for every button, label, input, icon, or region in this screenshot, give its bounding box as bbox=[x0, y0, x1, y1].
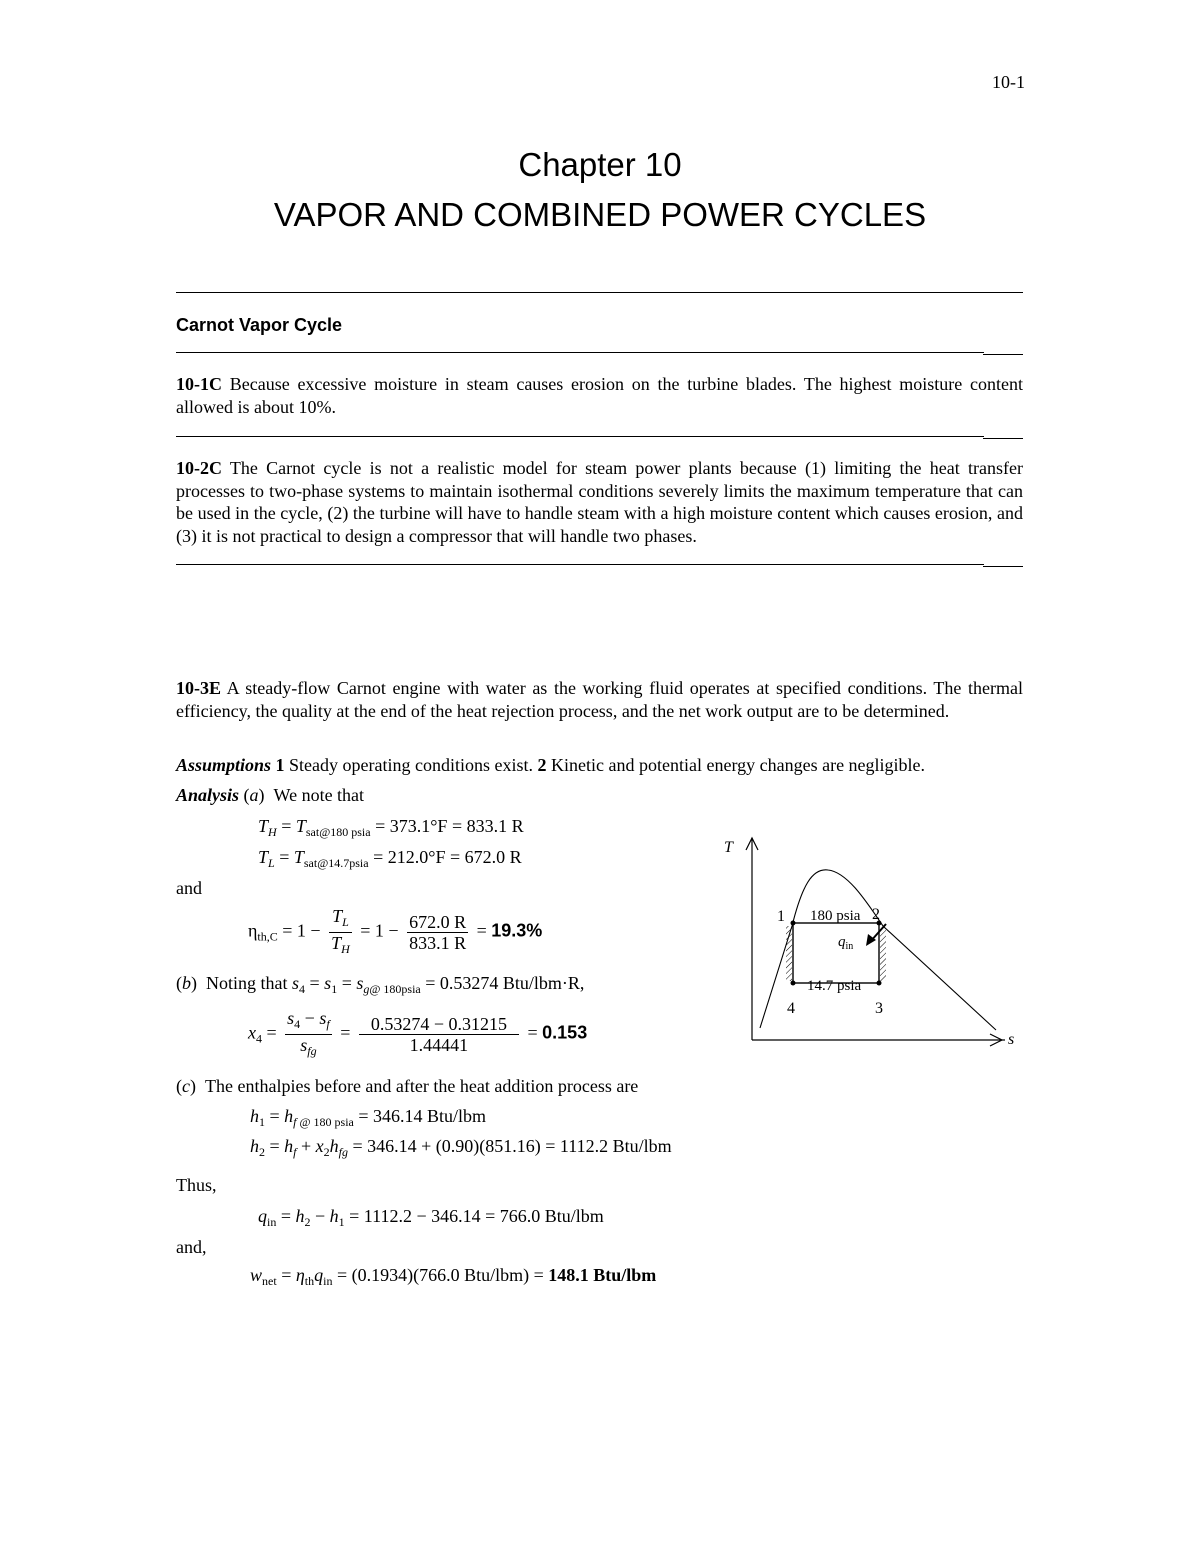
hatch-right bbox=[880, 926, 886, 981]
state-label-2: 2 bbox=[872, 906, 880, 923]
divider bbox=[983, 354, 1023, 355]
state-point-3 bbox=[877, 981, 882, 986]
assumption-text: Steady operating conditions exist. bbox=[284, 755, 538, 775]
equation-TL: $T_L = T_{sat@14.7psia} = 212.0^\circ F = 672.0$ R bbox=[258, 847, 522, 870]
equation-wnet: $w_{net} = \eta_{th}q_{in} = (0.1934)(766.0$ Btu/lbm) = 148.1 Btu/lbm bbox=[250, 1265, 657, 1288]
analysis-text: We note that bbox=[273, 785, 365, 805]
assumption-number: 1 bbox=[275, 755, 285, 775]
divider bbox=[176, 436, 984, 437]
problem-text: Because excessive moisture in steam causes erosion on the turbine blades. The highest moisture content allowed is about 10%. bbox=[176, 374, 1023, 417]
answer-net-work: 148.1 Btu/lbm bbox=[548, 1265, 657, 1285]
state-label-1: 1 bbox=[777, 908, 785, 925]
equation-TH: $T_H = T_{sat@180 psia} = 373.1^\circ F = 833.1$ R bbox=[258, 816, 524, 839]
assumption-text: Kinetic and potential energy changes are negligible. bbox=[546, 755, 926, 775]
carnot-cycle bbox=[793, 923, 879, 983]
problem-10-3E bbox=[176, 677, 1023, 722]
connector-and: and bbox=[176, 878, 202, 898]
answer-efficiency: 19.3% bbox=[491, 920, 543, 941]
divider bbox=[983, 566, 1023, 567]
problem-text: A steady-flow Carnot engine with water as the working fluid operates at specified conditions. The thermal efficiency, the quality at the end of the heat rejection process, and the net work output are to be determined. bbox=[176, 678, 1023, 721]
problem-label: 10-2C bbox=[176, 458, 222, 478]
part-letter: a bbox=[249, 785, 259, 805]
analysis-intro: Analysis (a) We note that bbox=[176, 785, 365, 805]
equation-h2: $h_2 = h_f + x_2h_{fg} = 346.14 + (0.90)(851.16) = 1112.2$ Btu/lbm bbox=[250, 1136, 672, 1159]
connector-and: and, bbox=[176, 1237, 207, 1257]
divider bbox=[983, 438, 1023, 439]
divider bbox=[176, 352, 984, 353]
problem-10-1C bbox=[176, 373, 1023, 418]
state-label-3: 3 bbox=[875, 1000, 883, 1017]
equation-efficiency: $\eta_{th,C} = 1$ − $\frac{T_L}{T_H}$ = 1 − $\frac{672.0 R}{833.1 R}$ = 19.3% bbox=[248, 906, 543, 956]
assumptions-label: Assumptions bbox=[176, 755, 272, 775]
section-heading: Carnot Vapor Cycle bbox=[176, 315, 343, 335]
part-c-text: (c) The enthalpies before and after the heat addition process are bbox=[176, 1076, 639, 1096]
hatch-left bbox=[786, 926, 792, 981]
problem-10-2C bbox=[176, 457, 1023, 547]
equation-h1: $h_1 = h_{f @ 180 psia} = 346.14$ Btu/lbm bbox=[250, 1106, 487, 1129]
state-point-4 bbox=[791, 981, 796, 986]
divider bbox=[176, 292, 1023, 293]
connector-thus: Thus, bbox=[176, 1175, 217, 1195]
s-axis-label: s bbox=[1008, 1031, 1015, 1048]
equation-quality: $x_4$ = $\frac{s_4 - s_f}{s_{fg}}$ = $\frac{0.53274 - 0.31215}{1.44441}$ = 0.153 bbox=[248, 1008, 588, 1058]
heat-input-label: $q_{in}$ bbox=[838, 934, 854, 952]
chapter-title: VAPOR AND COMBINED POWER CYCLES bbox=[273, 196, 927, 233]
assumption-number: 2 bbox=[537, 755, 547, 775]
assumptions bbox=[176, 754, 925, 776]
page-number: 10-1 bbox=[992, 72, 1025, 92]
answer-quality: 0.153 bbox=[542, 1022, 588, 1043]
state-label-4: 4 bbox=[787, 1000, 795, 1017]
equation-qin: $q_{in} = h_2 - h_1 = 1112.2 - 346.14 = 766.0$ Btu/lbm bbox=[258, 1206, 604, 1229]
low-pressure-label: 14.7 psia bbox=[807, 978, 862, 994]
divider bbox=[176, 564, 984, 565]
problem-label: 10-3E bbox=[176, 678, 221, 698]
state-point-1 bbox=[791, 921, 796, 926]
chapter-number: Chapter 10 bbox=[518, 146, 682, 183]
t-axis-label: T bbox=[724, 839, 733, 856]
problem-label: 10-1C bbox=[176, 374, 222, 394]
high-pressure-label: 180 psia bbox=[810, 908, 861, 924]
analysis-label: Analysis bbox=[176, 785, 240, 805]
ts-diagram bbox=[720, 830, 1040, 1060]
problem-text: The Carnot cycle is not a realistic model for steam power plants because (1) limiting the heat transfer processes to two-phase systems to maintain isothermal conditions severely limits the maximum temperature that can be used in the cycle, (2) the turbine will have to handle steam with a high moisture content which causes erosion, and (3) it is not practical to design a compressor that will handle two phases. bbox=[176, 458, 1023, 546]
part-b-text: (b) Noting that $s_4 = s_1 = s_{g@ 180psia} = 0.53274$ Btu/lbm·R, bbox=[176, 973, 585, 996]
